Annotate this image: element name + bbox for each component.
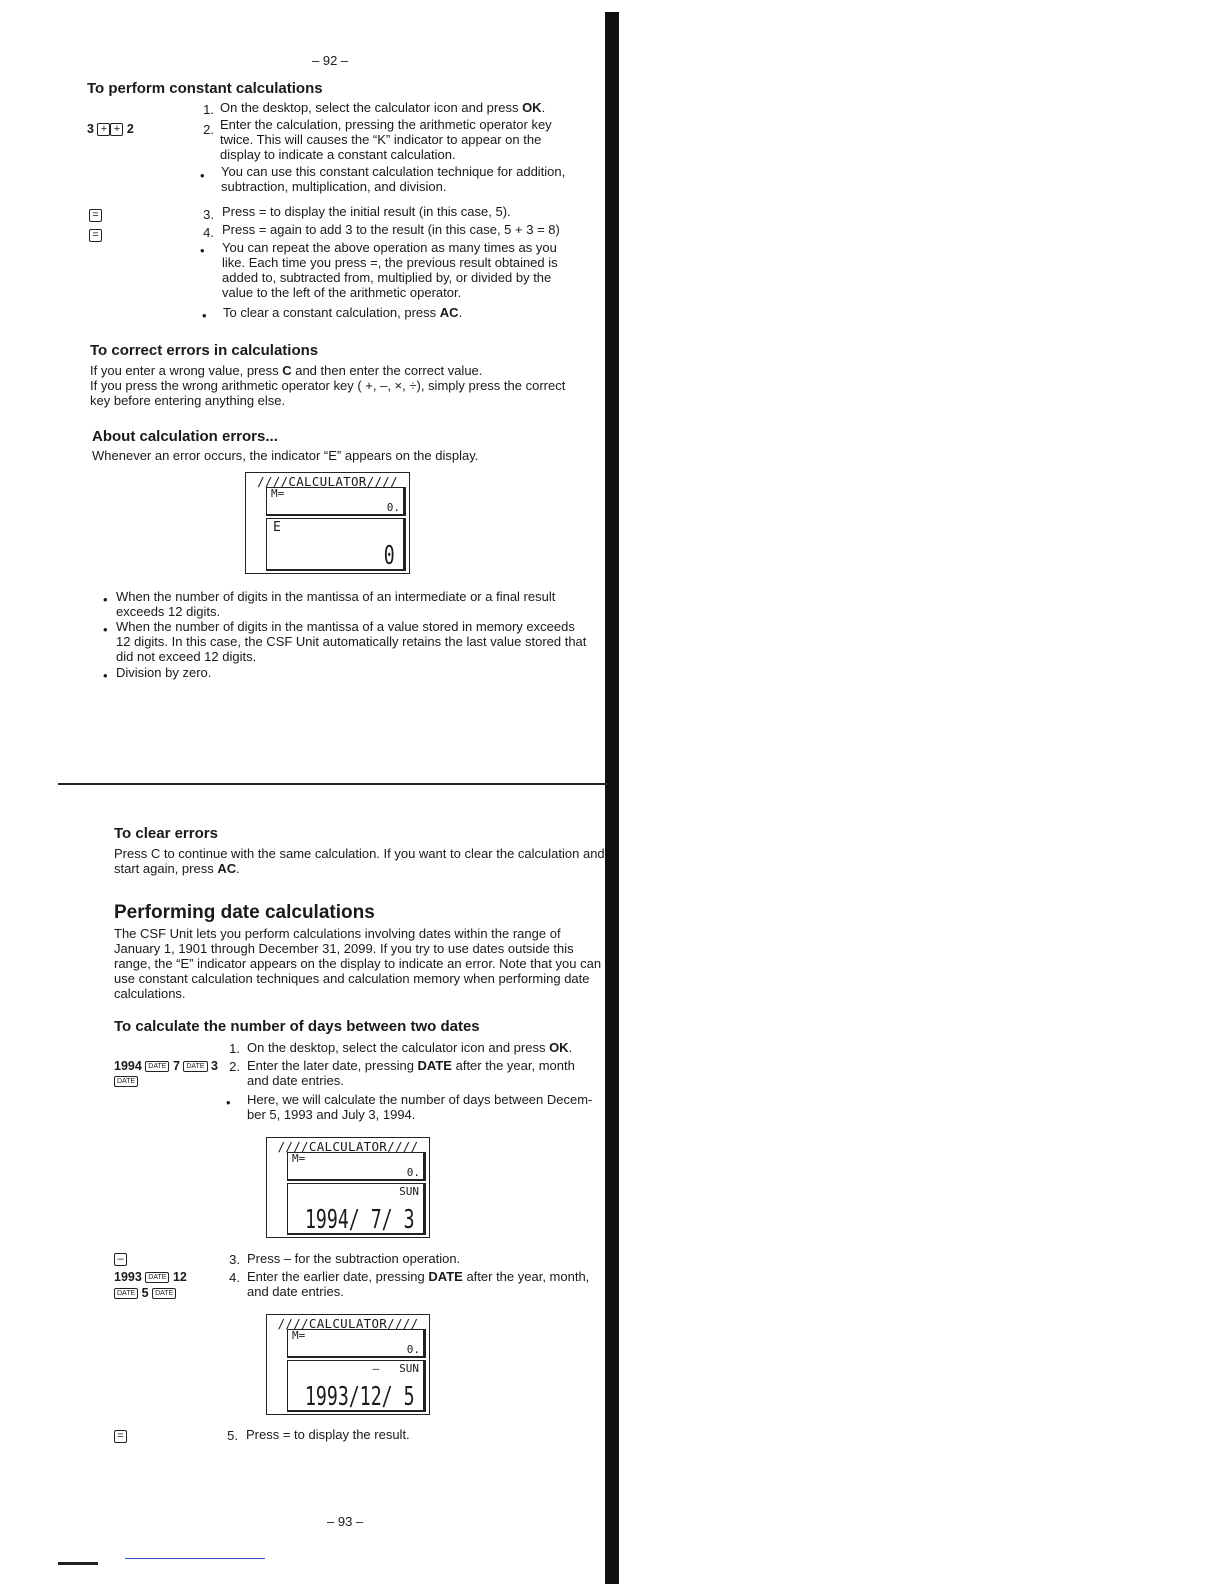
step-text: Enter the later date, pressing DATE after the year, month and date entries. bbox=[247, 1058, 575, 1088]
equals-key-icon: = bbox=[89, 209, 102, 222]
equals-key-icon: = bbox=[114, 1430, 127, 1443]
key-sequence: 1994 DATE 7 DATE 3 bbox=[114, 1059, 218, 1073]
bullet: • bbox=[200, 243, 205, 258]
calculator-display bbox=[245, 472, 410, 574]
section-title-clear: To clear errors bbox=[114, 825, 218, 842]
bottom-mark bbox=[125, 1558, 265, 1559]
display-value: 0 bbox=[384, 541, 395, 571]
bullet: • bbox=[103, 592, 108, 607]
step-text: Enter the calculation, pressing the arithmetic operator key twice. This will causes the “K” indicator to appear on the display to indicate a constant calculation. bbox=[220, 117, 552, 162]
day-of-week: SUN bbox=[399, 1185, 419, 1198]
bullet: • bbox=[103, 622, 108, 637]
scan-edge-bar bbox=[605, 12, 619, 1584]
section-title-date: Performing date calculations bbox=[114, 902, 375, 923]
memory-label: M= bbox=[292, 1152, 306, 1165]
memory-value: 0. bbox=[406, 1166, 420, 1179]
calculator-display bbox=[266, 1314, 430, 1415]
paragraph: The CSF Unit lets you perform calculations involving dates within the range of January 1, 1901 through December 31, 2099. If you try to use dates outside this range, the “E” indicator appears on the display to indicate an error. Note that you can use constant calculation techniques and calculation memory when performing date calculations. bbox=[114, 926, 602, 1001]
plus-key-icon: + bbox=[110, 123, 123, 136]
step-text: On the desktop, select the calculator icon and press OK. bbox=[220, 100, 546, 115]
step-text: Press – for the subtraction operation. bbox=[247, 1251, 461, 1266]
key-sequence bbox=[114, 1074, 138, 1088]
date-key-icon: DATE bbox=[152, 1288, 176, 1299]
memory-label: M= bbox=[271, 487, 285, 500]
main-row bbox=[287, 1360, 426, 1412]
bullet: • bbox=[200, 168, 205, 183]
bullet-text: You can use this constant calculation technique for addition, subtraction, multiplication, and division. bbox=[221, 164, 566, 194]
key-sequence: 1993 DATE 12 bbox=[114, 1270, 187, 1284]
date-key-icon: DATE bbox=[114, 1288, 138, 1299]
minus-key-icon: – bbox=[114, 1253, 127, 1266]
main-row bbox=[266, 518, 406, 571]
key-sequence bbox=[89, 228, 102, 242]
key-sequence bbox=[89, 208, 102, 222]
memory-value: 0. bbox=[386, 501, 400, 514]
step-number: 4. bbox=[203, 225, 214, 240]
bullet: • bbox=[103, 668, 108, 683]
display-title: ////CALCULATOR//// bbox=[277, 1316, 419, 1331]
display-value: 1994/ 7/ 3 bbox=[305, 1205, 415, 1235]
paragraph: Whenever an error occurs, the indicator “E” appears on the display. bbox=[92, 448, 479, 463]
step-number: 4. bbox=[229, 1270, 240, 1285]
paragraph: If you enter a wrong value, press C and then enter the correct value. If you press the wrong arithmetic operator key ( +, –, ×, ÷), simply press the correct key before entering anything else. bbox=[90, 363, 566, 408]
calculator-display bbox=[266, 1137, 430, 1238]
step-number: 3. bbox=[203, 207, 214, 222]
memory-value: 0. bbox=[406, 1343, 420, 1356]
step-number: 1. bbox=[229, 1041, 240, 1056]
section-title-errors: About calculation errors... bbox=[92, 428, 278, 445]
key-sequence bbox=[114, 1252, 127, 1266]
plus-key-icon: + bbox=[97, 123, 110, 136]
bullet-text: To clear a constant calculation, press AC. bbox=[223, 305, 463, 320]
date-key-icon: DATE bbox=[114, 1076, 138, 1087]
date-key-icon: DATE bbox=[145, 1272, 169, 1283]
display-title: ////CALCULATOR//// bbox=[257, 474, 398, 489]
step-number: 1. bbox=[203, 102, 214, 117]
step-text: On the desktop, select the calculator icon and press OK. bbox=[247, 1040, 573, 1055]
paragraph: Press C to continue with the same calculation. If you want to clear the calculation and start again, press AC. bbox=[114, 846, 605, 876]
display-value: 1993/12/ 5 bbox=[305, 1382, 415, 1412]
bottom-corner-mark bbox=[58, 1562, 98, 1565]
display-title: ////CALCULATOR//// bbox=[277, 1139, 419, 1154]
memory-row bbox=[287, 1329, 426, 1358]
equals-key-icon: = bbox=[89, 229, 102, 242]
page-number-top: – 92 – bbox=[312, 53, 349, 68]
bullet-text: Division by zero. bbox=[116, 665, 212, 680]
page-number-bottom: – 93 – bbox=[327, 1514, 364, 1529]
bullet-text: When the number of digits in the mantissa of an intermediate or a final result exceeds 12 digits. bbox=[116, 589, 556, 619]
step-text: Press = to display the initial result (in this case, 5). bbox=[222, 204, 511, 219]
step-number: 2. bbox=[203, 122, 214, 137]
step-text: Enter the earlier date, pressing DATE after the year, month, and date entries. bbox=[247, 1269, 590, 1299]
step-number: 3. bbox=[229, 1252, 240, 1267]
key-sequence: 3 + + 2 bbox=[87, 122, 134, 136]
step-text: Press = to display the result. bbox=[246, 1427, 410, 1442]
key-sequence bbox=[114, 1429, 127, 1443]
date-key-icon: DATE bbox=[183, 1061, 207, 1072]
bullet-text: You can repeat the above operation as many times as you like. Each time you press =, the previous result obtained is added to, subtracted from, multiplied by, or divided by the value to the left of the arithmetic operator. bbox=[222, 240, 558, 300]
main-row bbox=[287, 1183, 426, 1235]
date-key-icon: DATE bbox=[145, 1061, 169, 1072]
step-number: 2. bbox=[229, 1059, 240, 1074]
section-title-constant: To perform constant calculations bbox=[87, 80, 323, 97]
section-title-days: To calculate the number of days between two dates bbox=[114, 1018, 480, 1035]
bullet: • bbox=[226, 1095, 231, 1110]
section-title-correct: To correct errors in calculations bbox=[90, 342, 319, 359]
key-sequence: DATE 5 DATE bbox=[114, 1286, 176, 1300]
error-indicator: E bbox=[273, 520, 281, 535]
memory-row bbox=[266, 487, 406, 516]
bullet-text: Here, we will calculate the number of days between Decem- ber 5, 1993 and July 3, 1994. bbox=[247, 1092, 593, 1122]
memory-row bbox=[287, 1152, 426, 1181]
step-number: 5. bbox=[227, 1428, 238, 1443]
day-of-week: – SUN bbox=[372, 1362, 419, 1375]
page-divider bbox=[58, 783, 608, 785]
bullet: • bbox=[202, 308, 207, 323]
step-text: Press = again to add 3 to the result (in this case, 5 + 3 = 8) bbox=[222, 222, 560, 237]
memory-label: M= bbox=[292, 1329, 306, 1342]
bullet-text: When the number of digits in the mantissa of a value stored in memory exceeds 12 digits. In this case, the CSF Unit automatically retains the last value stored that did not exceed 12 digits. bbox=[116, 619, 587, 664]
